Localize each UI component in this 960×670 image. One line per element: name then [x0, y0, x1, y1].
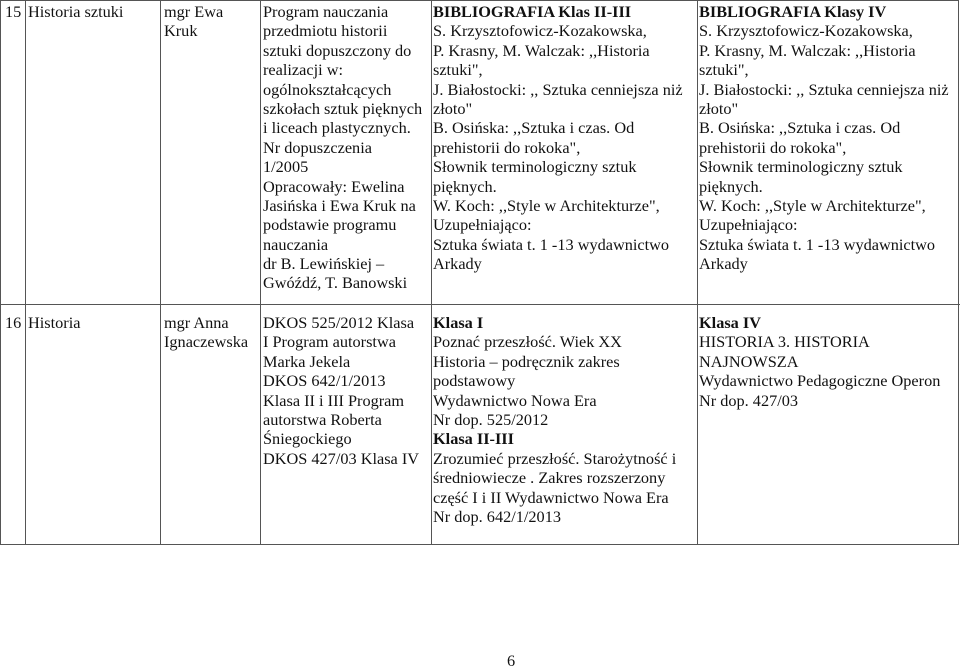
text-line: Jasińska i Ewa Kruk na: [263, 195, 416, 215]
text-line: mgr Anna: [164, 313, 229, 332]
text-line: I Program autorstwa: [263, 332, 396, 352]
text-line: DKOS 642/1/2013: [263, 371, 386, 391]
text-line: Arkady: [699, 254, 748, 274]
text-line: podstawowy: [433, 371, 516, 391]
program: [263, 2, 422, 293]
text-line: Sztuka świata t. 1 -13 wydawnictwo: [699, 234, 936, 254]
text-line: pięknych.: [699, 176, 763, 196]
divider: [0, 304, 960, 305]
text-line: Ignaczewska: [164, 332, 249, 352]
text-line: Nr dopuszczenia: [263, 137, 372, 157]
text-line: Opracowały: Ewelina: [263, 176, 405, 196]
text-line: J. Białostocki: ,, Sztuka cenniejsza niż: [699, 79, 949, 99]
text-line: Program nauczania: [263, 2, 389, 21]
bibliography-heading: BIBLIOGRAFIA Klasy IV: [699, 2, 887, 21]
divider: [697, 0, 698, 545]
text-line: złoto": [699, 98, 739, 118]
text-line: P. Krasny, M. Walczak: ,,Historia: [699, 40, 916, 60]
text-line: Nr dop. 642/1/2013: [433, 506, 561, 526]
program: [263, 313, 419, 468]
text-line: NAJNOWSZA: [699, 351, 799, 371]
text-line: Uzupełniająco:: [699, 215, 798, 235]
text-line: Poznać przeszłość. Wiek XX: [433, 332, 622, 352]
bibliography-class-4: [699, 2, 949, 273]
text-line: S. Krzysztofowicz-Kozakowska,: [699, 21, 913, 41]
teacher: [164, 313, 248, 352]
text-line: Sztuka świata t. 1 -13 wydawnictwo: [433, 234, 670, 254]
text-line: HISTORIA 3. HISTORIA: [699, 332, 870, 352]
divider: [160, 0, 161, 545]
divider: [260, 0, 261, 545]
text-line: autorstwa Roberta: [263, 409, 382, 429]
teacher: [164, 2, 223, 41]
text-line: sztuki dopuszczony do: [263, 40, 412, 60]
textbooks-classes-1-3: [433, 313, 676, 526]
text-line: sztuki",: [433, 60, 483, 80]
text-line: J. Białostocki: ,, Sztuka cenniejsza niż: [433, 79, 683, 99]
text-line: mgr Ewa: [164, 2, 224, 21]
text-line: pięknych.: [433, 176, 497, 196]
text-line: prehistorii do rokoka",: [433, 137, 581, 157]
class-heading: Klasa II-III: [433, 429, 514, 449]
text-line: B. Osińska: ,,Sztuka i czas. Od: [699, 118, 901, 138]
row-number: 16: [5, 313, 22, 332]
text-line: P. Krasny, M. Walczak: ,,Historia: [433, 40, 650, 60]
text-line: ogólnokształcących: [263, 79, 392, 99]
text-line: przedmiotu historii: [263, 21, 388, 41]
subject: Historia sztuki: [28, 2, 124, 21]
text-line: 1/2005: [263, 157, 309, 177]
text-line: dr B. Lewińskiej –: [263, 254, 385, 274]
text-line: szkołach sztuk pięknych: [263, 98, 423, 118]
text-line: Wydawnictwo Pedagogiczne Operon: [699, 371, 941, 391]
text-line: DKOS 525/2012 Klasa: [263, 313, 415, 332]
text-line: Gwóźdź, T. Banowski: [263, 273, 408, 293]
textbooks-class-4: [699, 313, 940, 410]
text-line: Marka Jekela: [263, 351, 351, 371]
text-line: złoto": [433, 98, 473, 118]
text-line: część I i II Wydawnictwo Nowa Era: [433, 487, 669, 507]
text-line: Słownik terminologiczny sztuk: [433, 157, 637, 177]
bibliography-heading: BIBLIOGRAFIA Klas II-III: [433, 2, 632, 21]
text-line: Nr dop. 427/03: [699, 390, 799, 410]
text-line: Arkady: [433, 254, 482, 274]
divider: [431, 0, 432, 545]
text-line: Nr dop. 525/2012: [433, 409, 549, 429]
text-line: Śniegockiego: [263, 429, 352, 449]
divider: [25, 0, 26, 545]
class-heading: Klasa I: [433, 313, 484, 332]
text-line: S. Krzysztofowicz-Kozakowska,: [433, 21, 647, 41]
text-line: prehistorii do rokoka",: [699, 137, 847, 157]
text-line: podstawie programu: [263, 215, 397, 235]
text-line: i liceach plastycznych.: [263, 118, 411, 138]
text-line: nauczania: [263, 234, 329, 254]
subject: Historia: [28, 313, 81, 332]
text-line: Uzupełniająco:: [433, 215, 532, 235]
text-line: Zrozumieć przeszłość. Starożytność i: [433, 448, 677, 468]
row-number: 15: [5, 2, 22, 21]
class-heading: Klasa IV: [699, 313, 761, 332]
text-line: DKOS 427/03 Klasa IV: [263, 448, 420, 468]
text-line: W. Koch: ,,Style w Architekturze",: [699, 195, 926, 215]
text-line: średniowiecze . Zakres rozszerzony: [433, 468, 666, 488]
text-line: Historia – podręcznik zakres: [433, 351, 620, 371]
text-line: sztuki",: [699, 60, 749, 80]
text-line: Klasa II i III Program: [263, 390, 405, 410]
bibliography-classes-2-3: [433, 2, 683, 273]
text-line: realizacji w:: [263, 60, 343, 80]
text-line: B. Osińska: ,,Sztuka i czas. Od: [433, 118, 635, 138]
text-line: Słownik terminologiczny sztuk: [699, 157, 903, 177]
text-line: W. Koch: ,,Style w Architekturze",: [433, 195, 660, 215]
text-line: Wydawnictwo Nowa Era: [433, 390, 597, 410]
page-number: 6: [507, 651, 516, 670]
text-line: Kruk: [164, 21, 198, 41]
